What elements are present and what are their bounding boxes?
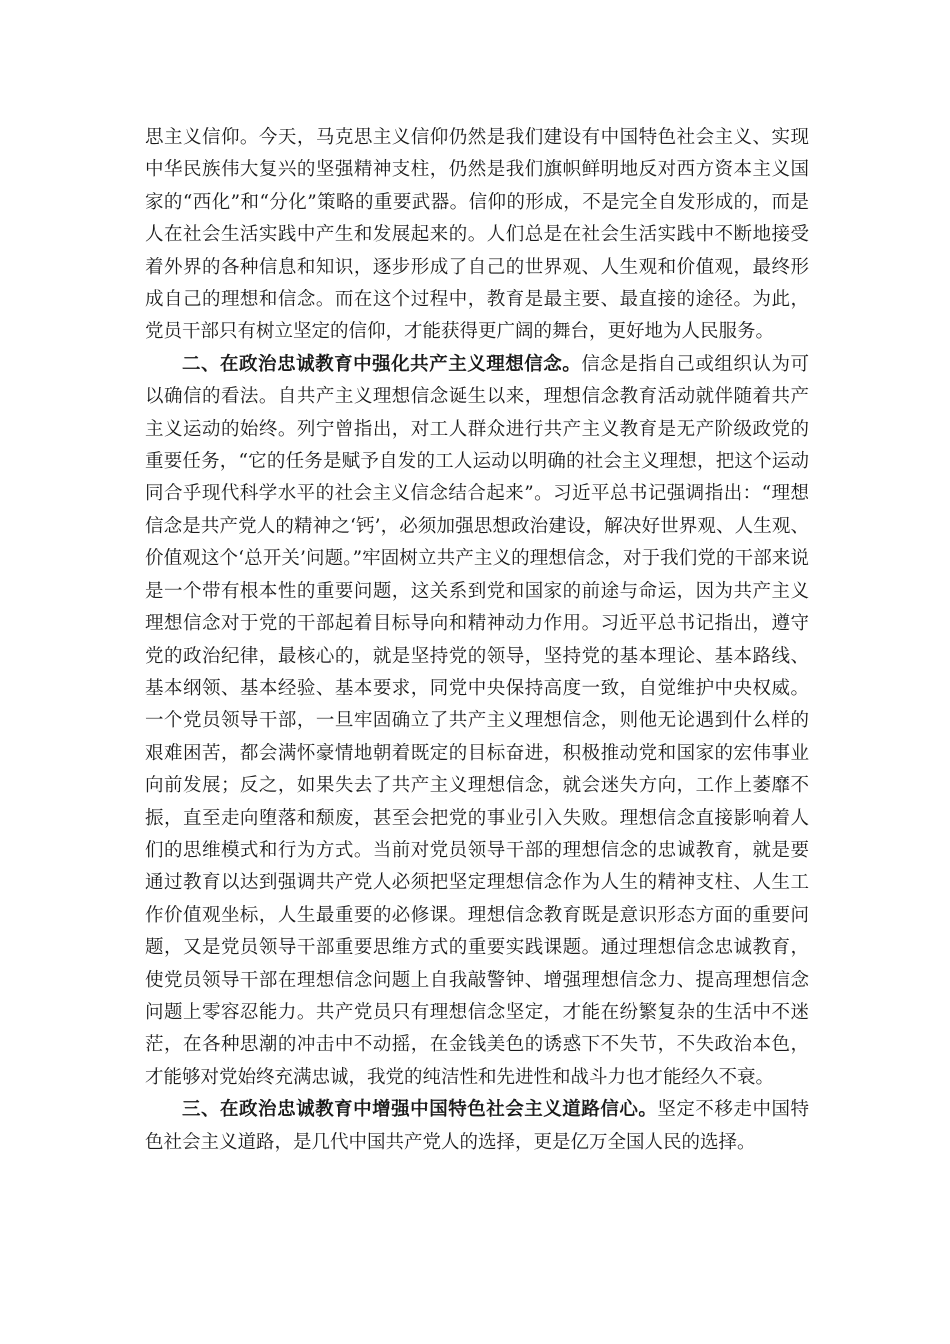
paragraph-continuation — [145, 122, 809, 349]
section-heading: 三、在政治忠诚教育中增强中国特色社会主义道路信心。 — [182, 1099, 658, 1121]
paragraph-section-3 — [145, 1094, 809, 1159]
document-body — [145, 122, 809, 1159]
paragraph-text: 坚定不移走中国特色社会主义道路，是几代中国共产党人的选择，更是亿万全国人民的选择。 — [145, 1099, 809, 1153]
paragraph-text: 信念是指自己或组织认为可以确信的看法。自共产主义理想信念诞生以来，理想信念教育活动就伴随着共产主义运动的始终。列宁曾指出，对工人群众进行共产主义教育是无产阶级政党的重要任务，“它的任务是赋予自发的工人运动以明确的社会主义理想，把这个运动同合乎现代科学水平的社会主义信念结合起来”。习近平总书记强调指出：“理想信念是共产党人的精神之‘钙’，必须加强思想政治建设，解决好世界观、人生观、价值观这个‘总开关’问题。”牢固树立共产主义的理想信念，对于我们党的干部来说是一个带有根本性的重要问题，这关系到党和国家的前途与命运，因为共产主义理想信念对于党的干部起着目标导向和精神动力作用。习近平总书记指出，遵守党的政治纪律，最核心的，就是坚持党的领导，坚持党的基本理论、基本路线、基本纲领、基本经验、基本要求，同党中央保持高度一致，自觉维护中央权威。一个党员领导干部，一旦牢固确立了共产主义理想信念，则他无论遇到什么样的艰难困苦，都会满怀豪情地朝着既定的目标奋进，积极推动党和国家的宏伟事业向前发展；反之，如果失去了共产主义理想信念，就会迷失方向，工作上萎靡不振，直至走向堕落和颓废，甚至会把党的事业引入失败。理想信念直接影响着人们的思维模式和行为方式。当前对党员领导干部的理想信念的忠诚教育，就是要通过教育以达到强调共产党人必须把坚定理想信念作为人生的精神支柱、人生工作价值观坐标，人生最重要的必修课。理想信念教育既是意识形态方面的重要问题，又是党员领导干部重要思维方式的重要实践课题。通过理想信念忠诚教育，使党员领导干部在理想信念问题上自我敲警钟、增强理想信念力、提高理想信念问题上零容忍能力。共产党员只有理想信念坚定，才能在纷繁复杂的生活中不迷茫，在各种思潮的冲击中不动摇，在金钱美色的诱惑下不失节，不失政治本色，才能够对党始终充满忠诚，我党的纯洁性和先进性和战斗力也才能经久不衰。 — [145, 353, 809, 1088]
section-heading: 二、在政治忠诚教育中强化共产主义理想信念。 — [182, 353, 582, 375]
paragraph-section-2 — [145, 349, 809, 1094]
paragraph-text: 思主义信仰。今天，马克思主义信仰仍然是我们建设有中国特色社会主义、实现中华民族伟大复兴的坚强精神支柱，仍然是我们旗帜鲜明地反对西方资本主义国家的“西化”和“分化”策略的重要武器。信仰的形成，不是完全自发形成的，而是人在社会生活实践中产生和发展起来的。人们总是在社会生活实践中不断地接受着外界的各种信息和知识，逐步形成了自己的世界观、人生观和价值观，最终形成自己的理想和信念。而在这个过程中，教育是最主要、最直接的途径。为此，党员干部只有树立坚定的信仰，才能获得更广阔的舞台，更好地为人民服务。 — [145, 127, 809, 343]
